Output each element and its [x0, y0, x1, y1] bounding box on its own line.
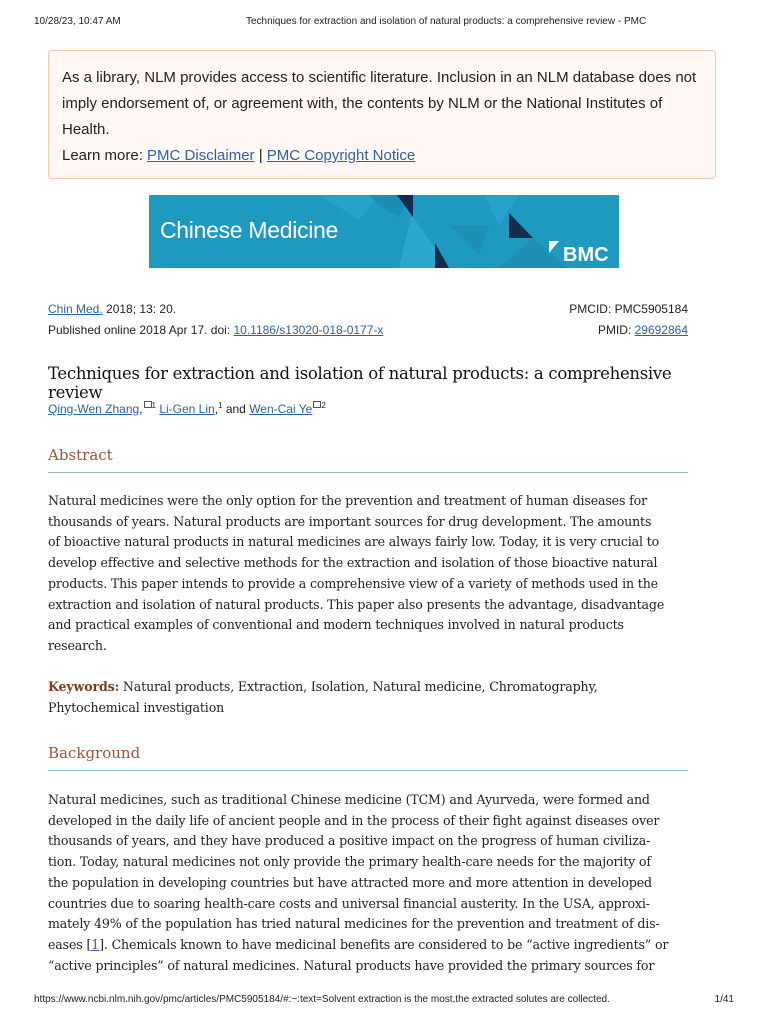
envelope-icon[interactable] — [144, 401, 152, 408]
and-text: and — [222, 402, 250, 416]
background-paragraph — [48, 790, 688, 976]
print-footer — [34, 994, 734, 1008]
author-affiliation[interactable]: 1 — [218, 401, 223, 410]
pmcid: PMCID: PMC5905184 — [569, 302, 688, 316]
pmid-label: PMID: — [597, 323, 635, 337]
abstract-line: thousands of years. Natural products are important sources for drug development. The amounts — [48, 513, 652, 529]
citation-right — [569, 299, 688, 341]
background-text: ]. Chemicals known to have medicinal benefits are considered to be “active ingredients” or — [99, 936, 669, 952]
pmc-disclaimer-link[interactable]: PMC Disclaimer — [147, 147, 255, 164]
print-datetime: 10/28/23, 10:47 AM — [34, 16, 121, 27]
publisher-logo: BMC — [563, 244, 609, 266]
keywords-label: Keywords: — [48, 679, 120, 694]
notice-learn-more — [62, 143, 702, 169]
author-link[interactable]: Wen-Cai Ye — [249, 402, 313, 416]
background-line: developed in the daily life of ancient people and in the process of their fight against diseases over — [48, 812, 660, 828]
pmid-link[interactable]: 29692864 — [634, 323, 688, 337]
year-volume: 2018; 13: 20. — [102, 302, 177, 316]
background-line: countries due to soaring health-care costs and universal financial austerity. In the USA, approxi- — [48, 895, 650, 911]
abstract-heading: Abstract — [48, 446, 688, 473]
print-header — [34, 16, 734, 30]
background-line: tion. Today, natural medicines not only provide the primary health-care needs for the majority of — [48, 854, 651, 870]
pmc-copyright-link[interactable]: PMC Copyright Notice — [266, 147, 416, 164]
print-page-title: Techniques for extraction and isolation of natural products: a comprehensive review - PMC — [246, 16, 647, 27]
keywords-text: Phytochemical investigation — [48, 699, 225, 715]
citation-left — [48, 299, 383, 341]
published-date: Published online 2018 Apr 17. doi: — [48, 323, 234, 337]
author-link[interactable]: Li-Gen Lin — [159, 402, 215, 416]
article-title: Techniques for extraction and isolation of natural products: a comprehensive review — [48, 364, 672, 402]
abstract-line: and practical examples of conventional and modern techniques involved in natural products — [48, 617, 624, 633]
background-line: mately 49% of the population has tried natural medicines for the prevention and treatment of dis- — [48, 916, 660, 932]
background-text: eases [ — [48, 936, 92, 952]
reference-link[interactable]: 1 — [91, 936, 100, 952]
journal-link[interactable]: Chin Med. — [48, 302, 103, 316]
journal-name: Chinese Medicine — [160, 217, 339, 243]
learn-more-label: Learn more: — [62, 147, 143, 164]
author-affiliation[interactable]: 1 — [151, 401, 156, 410]
abstract-line: develop effective and selective methods for the extraction and isolation of those bioactive natural — [48, 555, 658, 571]
citation-block — [48, 299, 688, 339]
page-number: 1/41 — [714, 994, 734, 1005]
journal-banner[interactable] — [149, 195, 619, 268]
link-separator: | — [254, 147, 267, 164]
notice-text: As a library, NLM provides access to scientific literature. Inclusion in an NLM database does not imply endorsement of, or agreement with, the contents by NLM or the National Institutes of Health. — [62, 69, 697, 138]
print-url: https://www.ncbi.nlm.nih.gov/pmc/articles/PMC5905184/#:~:text=Solvent extraction is the most,the extracted solutes are collected. — [34, 994, 610, 1005]
author-list: Qing-Wen Zhang, $^1$ Li-Gen Lin,$^1$ and Wen-Cai Ye $^2$ — [48, 401, 326, 416]
background-line: the population in developing countries but have attracted more and more attention in developed — [48, 874, 652, 890]
keywords-text: Natural products, Extraction, Isolation, Natural medicine, Chromatography, — [119, 679, 598, 694]
background-line: thousands of years, and they have produced a positive impact on the progress of human civiliza- — [48, 833, 651, 849]
background-heading: Background — [48, 744, 688, 771]
background-line: Natural medicines, such as traditional Chinese medicine (TCM) and Ayurveda, were formed and — [48, 792, 650, 807]
keywords-paragraph — [48, 677, 688, 718]
doi-link[interactable]: 10.1186/s13020-018-0177-x — [233, 323, 384, 337]
author-affiliation[interactable]: 2 — [321, 401, 326, 410]
author-link[interactable]: Qing-Wen Zhang — [48, 402, 140, 416]
abstract-line: Natural medicines were the only option for the prevention and treatment of human diseases for — [48, 493, 647, 508]
abstract-line: products. This paper intends to provide a comprehensive view of a variety of methods used in the — [48, 575, 658, 591]
abstract-line: research. — [48, 637, 107, 653]
nlm-notice-box — [48, 50, 716, 179]
abstract-line: extraction and isolation of natural products. This paper also presents the advantage, disadvantage — [48, 596, 665, 612]
envelope-icon[interactable] — [313, 401, 321, 408]
abstract-paragraph — [48, 491, 688, 657]
background-line: “active principles” of natural medicines. Natural products have provided the primary sources for — [48, 957, 655, 973]
abstract-line: of bioactive natural products in natural medicines are always fairly low. Today, it is very crucial to — [48, 534, 660, 550]
